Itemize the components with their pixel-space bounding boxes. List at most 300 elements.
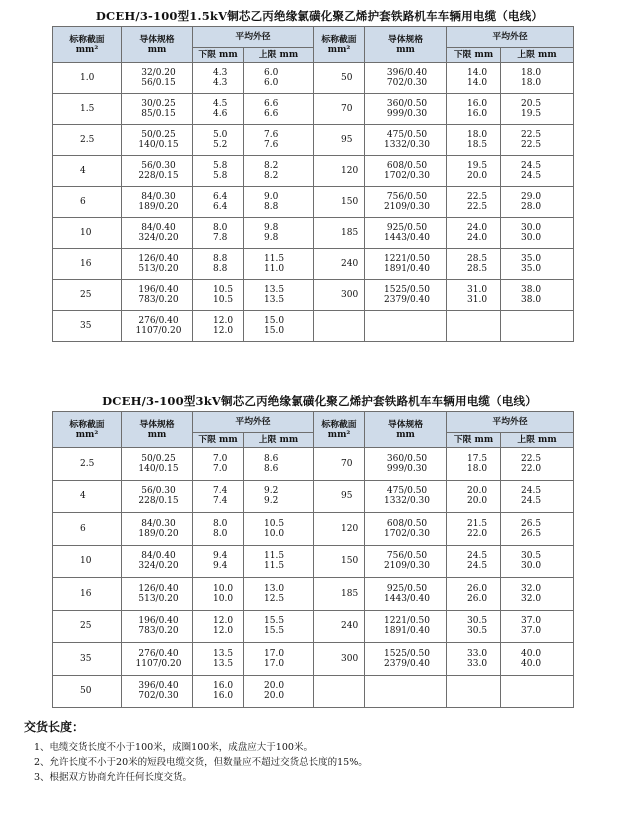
cell-section: 6 bbox=[53, 513, 122, 546]
lower-line: 22.0 bbox=[467, 528, 488, 539]
upper-line: 20.0 bbox=[264, 691, 285, 702]
header-section bbox=[314, 27, 365, 63]
cell-section: 25 bbox=[53, 280, 122, 311]
conductor-line: 1443/0.40 bbox=[384, 593, 430, 604]
lower-line: 10.0 bbox=[213, 593, 234, 604]
table-row bbox=[53, 187, 574, 218]
upper-line: 29.0 bbox=[521, 192, 542, 202]
cell-conductor bbox=[365, 63, 447, 94]
upper-line: 17.0 bbox=[264, 648, 285, 659]
upper-line: 35.0 bbox=[521, 254, 542, 264]
upper-line: 24.5 bbox=[521, 161, 542, 171]
upper-line: 7.6 bbox=[264, 140, 279, 150]
table-row bbox=[53, 545, 574, 578]
lower-line: 10.5 bbox=[213, 285, 234, 295]
conductor-line: 1443/0.40 bbox=[384, 233, 430, 243]
header-section-label: 标称截面 bbox=[69, 419, 105, 430]
cell-section: 240 bbox=[314, 249, 365, 280]
lower-line: 20.0 bbox=[467, 486, 488, 497]
conductor-line: 126/0.40 bbox=[138, 254, 179, 264]
cell-upper bbox=[501, 480, 574, 513]
upper-line: 38.0 bbox=[521, 295, 542, 305]
cell-lower bbox=[447, 610, 501, 643]
table-row bbox=[53, 448, 574, 481]
cell-conductor bbox=[122, 513, 193, 546]
cell-upper bbox=[244, 545, 314, 578]
cell-lower bbox=[193, 156, 244, 187]
upper-line: 26.5 bbox=[521, 518, 542, 529]
cell-upper bbox=[501, 545, 574, 578]
header-section-unit: mm² bbox=[75, 429, 99, 440]
conductor-line: 276/0.40 bbox=[138, 316, 179, 326]
upper-line: 22.5 bbox=[521, 453, 542, 464]
upper-line: 30.0 bbox=[521, 223, 542, 233]
upper-line: 22.5 bbox=[521, 140, 542, 150]
lower-line: 8.0 bbox=[213, 528, 228, 539]
lower-line: 12.0 bbox=[213, 316, 234, 326]
cell-upper bbox=[244, 187, 314, 218]
cell-conductor bbox=[122, 187, 193, 218]
upper-line: 24.5 bbox=[521, 171, 542, 181]
cell-upper bbox=[501, 311, 574, 342]
conductor-line: 1891/0.40 bbox=[384, 626, 430, 637]
header-avg-diameter: 平均外径 bbox=[193, 27, 314, 48]
table-row bbox=[53, 94, 574, 125]
cell-upper bbox=[501, 156, 574, 187]
conductor-line: 2379/0.40 bbox=[384, 658, 430, 669]
conductor-line: 513/0.20 bbox=[138, 593, 179, 604]
upper-line: 24.5 bbox=[521, 486, 542, 497]
conductor-line: 2109/0.30 bbox=[384, 561, 430, 572]
upper-line: 9.2 bbox=[264, 496, 279, 507]
cell-upper bbox=[244, 675, 314, 708]
cell-upper bbox=[244, 610, 314, 643]
upper-line: 8.6 bbox=[264, 463, 279, 474]
cell-lower bbox=[193, 63, 244, 94]
conductor-line: 1525/0.50 bbox=[384, 285, 430, 295]
lower-line: 24.5 bbox=[467, 561, 488, 572]
lower-line: 7.8 bbox=[213, 233, 228, 243]
cell-upper bbox=[244, 480, 314, 513]
header-upper: 上限 mm bbox=[501, 48, 574, 63]
upper-line: 8.2 bbox=[264, 161, 279, 171]
upper-line: 8.6 bbox=[264, 453, 279, 464]
lower-line: 8.8 bbox=[213, 264, 228, 274]
note-item: 1、电缆交货长度不小于100米，成圈100米，成盘应大于100米。 bbox=[34, 742, 313, 753]
upper-line: 15.5 bbox=[264, 616, 285, 627]
lower-line: 12.0 bbox=[213, 626, 234, 637]
cell-conductor bbox=[122, 280, 193, 311]
conductor-line: 32/0.20 bbox=[141, 68, 176, 78]
upper-line: 13.0 bbox=[264, 583, 285, 594]
lower-line: 22.5 bbox=[467, 192, 488, 202]
cell-section bbox=[314, 311, 365, 342]
conductor-line: 783/0.20 bbox=[138, 295, 179, 305]
header-conductor-unit: mm bbox=[147, 44, 167, 55]
header-row bbox=[53, 412, 574, 433]
conductor-line: 30/0.25 bbox=[141, 99, 176, 109]
header-section bbox=[53, 412, 122, 448]
lower-line: 4.5 bbox=[213, 99, 228, 109]
conductor-line: 702/0.30 bbox=[138, 691, 179, 702]
conductor-line: 513/0.20 bbox=[138, 264, 179, 274]
cell-conductor bbox=[122, 610, 193, 643]
upper-line: 11.5 bbox=[264, 551, 285, 562]
lower-line: 13.5 bbox=[213, 658, 234, 669]
spec-table-1-5kv bbox=[52, 26, 574, 342]
conductor-line: 1332/0.30 bbox=[384, 140, 430, 150]
header-lower: 下限 mm bbox=[447, 433, 501, 448]
upper-line: 15.0 bbox=[264, 326, 285, 336]
conductor-line: 608/0.50 bbox=[386, 518, 428, 529]
upper-line: 10.0 bbox=[264, 528, 285, 539]
cell-conductor bbox=[365, 218, 447, 249]
cell-section: 70 bbox=[314, 94, 365, 125]
cell-section: 16 bbox=[53, 249, 122, 280]
cell-conductor bbox=[122, 643, 193, 676]
header-section-label: 标称截面 bbox=[321, 419, 357, 430]
header-section-label: 标称截面 bbox=[69, 34, 105, 45]
conductor-line: 756/0.50 bbox=[386, 192, 428, 202]
cell-conductor bbox=[365, 156, 447, 187]
conductor-line: 189/0.20 bbox=[138, 528, 179, 539]
cell-lower bbox=[447, 480, 501, 513]
conductor-line: 999/0.30 bbox=[386, 463, 428, 474]
cell-lower bbox=[447, 545, 501, 578]
header-conductor bbox=[122, 27, 193, 63]
table-row bbox=[53, 643, 574, 676]
cell-upper bbox=[244, 643, 314, 676]
cell-section bbox=[314, 675, 365, 708]
conductor-line: 196/0.40 bbox=[138, 285, 179, 295]
conductor-line: 84/0.30 bbox=[141, 192, 176, 202]
cell-section: 120 bbox=[314, 513, 365, 546]
conductor-line: 608/0.50 bbox=[386, 161, 428, 171]
lower-line: 26.0 bbox=[467, 583, 488, 594]
cell-section: 300 bbox=[314, 280, 365, 311]
upper-line: 9.8 bbox=[264, 233, 279, 243]
lower-line: 14.0 bbox=[467, 68, 488, 78]
upper-line: 9.8 bbox=[264, 223, 279, 233]
cell-conductor bbox=[365, 125, 447, 156]
upper-line: 22.5 bbox=[521, 130, 542, 140]
upper-line: 7.6 bbox=[264, 130, 279, 140]
lower-line: 10.0 bbox=[213, 583, 234, 594]
cell-conductor bbox=[365, 578, 447, 611]
cell-conductor bbox=[122, 125, 193, 156]
cell-lower bbox=[193, 280, 244, 311]
upper-line: 22.0 bbox=[521, 463, 542, 474]
cell-upper bbox=[501, 513, 574, 546]
cell-section: 4 bbox=[53, 156, 122, 187]
cell-section: 95 bbox=[314, 480, 365, 513]
conductor-line: 1891/0.40 bbox=[384, 264, 430, 274]
cell-conductor bbox=[122, 249, 193, 280]
conductor-line: 925/0.50 bbox=[386, 223, 428, 233]
cell-upper bbox=[501, 448, 574, 481]
conductor-line: 1525/0.50 bbox=[384, 648, 430, 659]
lower-line: 24.0 bbox=[467, 233, 488, 243]
cell-upper bbox=[244, 249, 314, 280]
header-lower: 下限 mm bbox=[193, 48, 244, 63]
cell-section: 25 bbox=[53, 610, 122, 643]
cell-conductor bbox=[365, 280, 447, 311]
conductor-line: 50/0.25 bbox=[141, 453, 176, 464]
cell-section: 2.5 bbox=[53, 125, 122, 156]
cell-lower bbox=[447, 448, 501, 481]
cell-upper bbox=[244, 94, 314, 125]
cell-lower bbox=[193, 578, 244, 611]
table-row bbox=[53, 578, 574, 611]
cell-lower bbox=[193, 545, 244, 578]
cell-lower bbox=[193, 480, 244, 513]
upper-line: 35.0 bbox=[521, 264, 542, 274]
conductor-line: 140/0.15 bbox=[138, 463, 179, 474]
note-item: 3、根据双方协商允许任何长度交货。 bbox=[34, 772, 193, 783]
cell-conductor bbox=[122, 448, 193, 481]
cell-upper bbox=[501, 675, 574, 708]
header-section-unit: mm² bbox=[75, 44, 99, 55]
lower-line: 16.0 bbox=[467, 109, 488, 119]
header-conductor-label: 导体规格 bbox=[139, 419, 175, 430]
cell-conductor bbox=[365, 643, 447, 676]
conductor-line: 360/0.50 bbox=[386, 99, 428, 109]
cell-lower bbox=[193, 610, 244, 643]
lower-line: 14.0 bbox=[467, 78, 488, 88]
conductor-line: 702/0.30 bbox=[386, 78, 428, 88]
upper-line: 13.5 bbox=[264, 295, 285, 305]
cell-lower bbox=[447, 249, 501, 280]
conductor-line: 196/0.40 bbox=[138, 616, 179, 627]
cell-conductor bbox=[122, 94, 193, 125]
cell-section: 95 bbox=[314, 125, 365, 156]
cell-upper bbox=[501, 249, 574, 280]
cell-section: 120 bbox=[314, 156, 365, 187]
table-row bbox=[53, 156, 574, 187]
cell-lower bbox=[447, 578, 501, 611]
table-row bbox=[53, 249, 574, 280]
cell-section: 50 bbox=[314, 63, 365, 94]
conductor-line: 84/0.40 bbox=[141, 223, 176, 233]
conductor-line: 1107/0.20 bbox=[135, 326, 182, 336]
cell-lower bbox=[447, 63, 501, 94]
lower-line: 31.0 bbox=[467, 285, 488, 295]
conductor-line: 396/0.40 bbox=[386, 68, 428, 78]
lower-line: 20.0 bbox=[467, 496, 488, 507]
table-row bbox=[53, 610, 574, 643]
conductor-line: 1702/0.30 bbox=[384, 528, 430, 539]
cell-lower bbox=[447, 675, 501, 708]
lower-line: 7.4 bbox=[213, 496, 228, 507]
upper-line: 18.0 bbox=[521, 78, 542, 88]
cell-upper bbox=[244, 125, 314, 156]
lower-line: 22.5 bbox=[467, 202, 488, 212]
conductor-line: 1107/0.20 bbox=[135, 658, 182, 669]
cell-upper bbox=[244, 218, 314, 249]
lower-line: 31.0 bbox=[467, 295, 488, 305]
cell-lower bbox=[447, 513, 501, 546]
spec-table-3kv bbox=[52, 411, 574, 708]
lower-line: 9.4 bbox=[213, 561, 228, 572]
cell-lower bbox=[447, 156, 501, 187]
conductor-line: 50/0.25 bbox=[141, 130, 176, 140]
upper-line: 11.5 bbox=[264, 254, 285, 264]
lower-line: 9.4 bbox=[213, 551, 228, 562]
conductor-line: 783/0.20 bbox=[138, 626, 179, 637]
lower-line: 18.5 bbox=[467, 140, 488, 150]
upper-line: 38.0 bbox=[521, 285, 542, 295]
conductor-line: 1702/0.30 bbox=[384, 171, 430, 181]
cell-lower bbox=[447, 311, 501, 342]
cell-lower bbox=[193, 311, 244, 342]
cell-conductor bbox=[365, 480, 447, 513]
conductor-line: 140/0.15 bbox=[138, 140, 179, 150]
conductor-line: 189/0.20 bbox=[138, 202, 179, 212]
header-lower: 下限 mm bbox=[447, 48, 501, 63]
table-row bbox=[53, 280, 574, 311]
lower-line: 5.8 bbox=[213, 161, 228, 171]
header-avg-diameter: 平均外径 bbox=[193, 412, 314, 433]
upper-line: 18.0 bbox=[521, 68, 542, 78]
conductor-line: 2379/0.40 bbox=[384, 295, 430, 305]
table-row bbox=[53, 311, 574, 342]
cell-conductor bbox=[122, 218, 193, 249]
cell-conductor bbox=[122, 156, 193, 187]
conductor-line: 360/0.50 bbox=[386, 453, 428, 464]
lower-line: 13.5 bbox=[213, 648, 234, 659]
conductor-line: 1332/0.30 bbox=[384, 496, 430, 507]
conductor-line: 396/0.40 bbox=[138, 681, 179, 692]
upper-line: 6.0 bbox=[264, 78, 279, 88]
cell-section: 4 bbox=[53, 480, 122, 513]
cell-section: 185 bbox=[314, 578, 365, 611]
upper-line: 20.5 bbox=[521, 99, 542, 109]
cell-section: 300 bbox=[314, 643, 365, 676]
cell-upper bbox=[244, 156, 314, 187]
table2-title: DCEH/3-100型3kV铜芯乙丙绝缘氯磺化聚乙烯护套铁路机车车辆用电缆（电线） bbox=[102, 394, 537, 408]
conductor-line: 475/0.50 bbox=[386, 130, 428, 140]
upper-line: 30.0 bbox=[521, 561, 542, 572]
cell-section: 10 bbox=[53, 218, 122, 249]
upper-line: 20.0 bbox=[264, 681, 285, 692]
cell-upper bbox=[501, 94, 574, 125]
cell-conductor bbox=[365, 545, 447, 578]
header-conductor-label: 导体规格 bbox=[387, 34, 424, 45]
upper-line: 15.5 bbox=[264, 626, 285, 637]
lower-line: 20.0 bbox=[467, 171, 488, 181]
cell-conductor bbox=[122, 480, 193, 513]
header-section bbox=[53, 27, 122, 63]
conductor-line: 126/0.40 bbox=[138, 583, 179, 594]
header-section-label: 标称截面 bbox=[321, 34, 357, 45]
lower-line: 16.0 bbox=[213, 691, 234, 702]
lower-line: 5.2 bbox=[213, 140, 228, 150]
lower-line: 21.5 bbox=[467, 518, 488, 529]
delivery-length-notes bbox=[24, 718, 624, 785]
cell-conductor bbox=[365, 448, 447, 481]
lower-line: 26.0 bbox=[467, 593, 488, 604]
header-section-unit: mm² bbox=[327, 429, 351, 440]
upper-line: 12.5 bbox=[264, 593, 285, 604]
upper-line: 8.8 bbox=[264, 202, 279, 212]
lower-line: 30.5 bbox=[467, 616, 488, 627]
lower-line: 30.5 bbox=[467, 626, 488, 637]
lower-line: 6.4 bbox=[213, 202, 228, 212]
conductor-line: 475/0.50 bbox=[386, 486, 428, 497]
header-lower: 下限 mm bbox=[193, 433, 244, 448]
table-row bbox=[53, 218, 574, 249]
cell-conductor bbox=[365, 94, 447, 125]
cell-section: 1.0 bbox=[53, 63, 122, 94]
cell-lower bbox=[447, 125, 501, 156]
cell-section: 2.5 bbox=[53, 448, 122, 481]
cell-lower bbox=[193, 513, 244, 546]
upper-line: 6.6 bbox=[264, 109, 279, 119]
cell-upper bbox=[244, 513, 314, 546]
note-item: 2、允许长度不小于20米的短段电缆交货，但数量应不超过交货总长度的15%。 bbox=[34, 757, 368, 768]
conductor-line: 56/0.15 bbox=[141, 78, 176, 88]
upper-line: 40.0 bbox=[521, 648, 542, 659]
lower-line: 4.3 bbox=[213, 68, 228, 78]
header-upper: 上限 mm bbox=[244, 48, 314, 63]
header-conductor-unit: mm bbox=[147, 429, 167, 440]
lower-line: 5.8 bbox=[213, 171, 228, 181]
header-conductor bbox=[122, 412, 193, 448]
lower-line: 8.0 bbox=[213, 518, 228, 529]
cell-section: 35 bbox=[53, 643, 122, 676]
cell-section: 6 bbox=[53, 187, 122, 218]
cell-lower bbox=[193, 249, 244, 280]
cell-lower bbox=[447, 187, 501, 218]
lower-line: 12.0 bbox=[213, 326, 234, 336]
lower-line: 7.4 bbox=[213, 486, 228, 497]
cell-upper bbox=[501, 125, 574, 156]
cell-upper bbox=[501, 280, 574, 311]
cell-lower bbox=[193, 187, 244, 218]
lower-line: 4.3 bbox=[213, 78, 228, 88]
conductor-line: 2109/0.30 bbox=[384, 202, 430, 212]
table1-title: DCEH/3-100型1.5kV铜芯乙丙绝缘氯磺化聚乙烯护套铁路机车车辆用电缆（电线） bbox=[95, 9, 544, 23]
lower-line: 24.5 bbox=[467, 551, 488, 562]
conductor-line: 84/0.30 bbox=[141, 518, 176, 529]
upper-line: 9.2 bbox=[264, 486, 279, 497]
conductor-line: 756/0.50 bbox=[386, 551, 428, 562]
lower-line: 28.5 bbox=[467, 254, 488, 264]
upper-line: 6.6 bbox=[264, 99, 279, 109]
upper-line: 11.5 bbox=[264, 561, 285, 572]
cell-upper bbox=[501, 218, 574, 249]
cell-upper bbox=[244, 280, 314, 311]
header-avg-diameter: 平均外径 bbox=[447, 412, 574, 433]
lower-line: 17.5 bbox=[467, 453, 488, 464]
lower-line: 16.0 bbox=[467, 99, 488, 109]
cell-section: 35 bbox=[53, 311, 122, 342]
lower-line: 16.0 bbox=[213, 681, 234, 692]
conductor-line: 228/0.15 bbox=[138, 171, 179, 181]
cell-conductor bbox=[122, 311, 193, 342]
upper-line: 10.5 bbox=[264, 518, 285, 529]
upper-line: 19.5 bbox=[521, 109, 542, 119]
header-conductor-unit: mm bbox=[396, 44, 415, 55]
cell-lower bbox=[447, 643, 501, 676]
cell-section: 185 bbox=[314, 218, 365, 249]
cell-conductor bbox=[122, 545, 193, 578]
cell-conductor bbox=[365, 610, 447, 643]
cell-upper bbox=[244, 63, 314, 94]
upper-line: 17.0 bbox=[264, 658, 285, 669]
cell-lower bbox=[193, 94, 244, 125]
lower-line: 24.0 bbox=[467, 223, 488, 233]
